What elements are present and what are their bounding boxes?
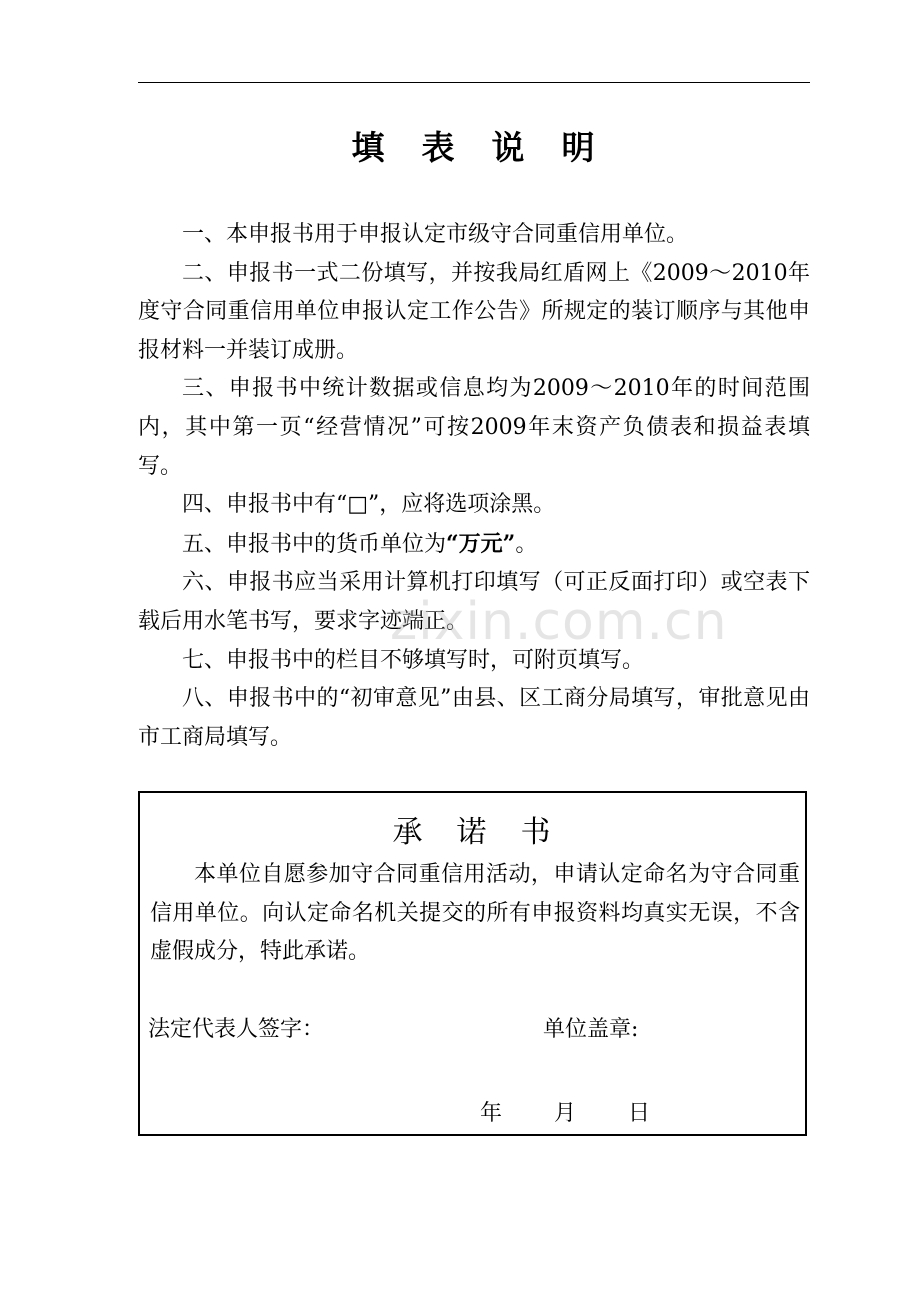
instruction-5-prefix: 五、申报书中的货币单位为 [182,531,447,557]
top-rule [138,82,810,83]
date-day-label: 日 [628,1101,651,1126]
instruction-item-7: 七、申报书中的栏目不够填写时，可附页填写。 [182,647,645,673]
instruction-item-4: 四、申报书中有“□”，应将选项涂黑。 [182,492,556,518]
date-row [480,1094,650,1134]
instruction-item-8: 八、申报书中的“初审意见”由县、区工商分局填写，审批意见由市工商局填写。 [138,686,810,750]
instruction-item-2: 二、申报书一式二份填写，并按我局红盾网上《2009～2010年度守合同重信用单位申报认定工作公告》所规定的装订顺序与其他申报材料一并装订成册。 [138,260,810,363]
instructions-list [138,216,810,757]
currency-unit-emphasis: “万元” [446,530,516,557]
watermark: zixin.com.cn [390,592,728,652]
instruction-item-3: 三、申报书中统计数据或信息均为2009～2010年的时间范围内，其中第一页“经营情况”可按2009年末资产负债表和损益表填写。 [138,376,810,479]
instruction-5-suffix: 。 [515,531,538,557]
page-title: 填 表 说 明 [351,128,597,167]
pledge-text: 本单位自愿参加守合同重信用活动，申请认定命名为守合同重信用单位。向认定命名机关提交的所有申报资料均真实无误，不含虚假成分，特此承诺。 [150,862,800,965]
instruction-item-6: 六、申报书应当采用计算机打印填写（可正反面打印）或空表下载后用水笔书写，要求字迹端正。 [138,570,810,634]
pledge-box [138,791,807,1136]
date-month-label: 月 [554,1101,577,1126]
instruction-item-5 [138,525,810,565]
seal-label: 单位盖章: [543,1017,639,1042]
pledge-title: 承 诺 书 [392,815,553,850]
date-year-label: 年 [480,1101,503,1126]
signature-label: 法定代表人签字： [148,1017,325,1042]
instruction-item-1: 一、本申报书用于申报认定市级守合同重信用单位。 [182,222,689,247]
